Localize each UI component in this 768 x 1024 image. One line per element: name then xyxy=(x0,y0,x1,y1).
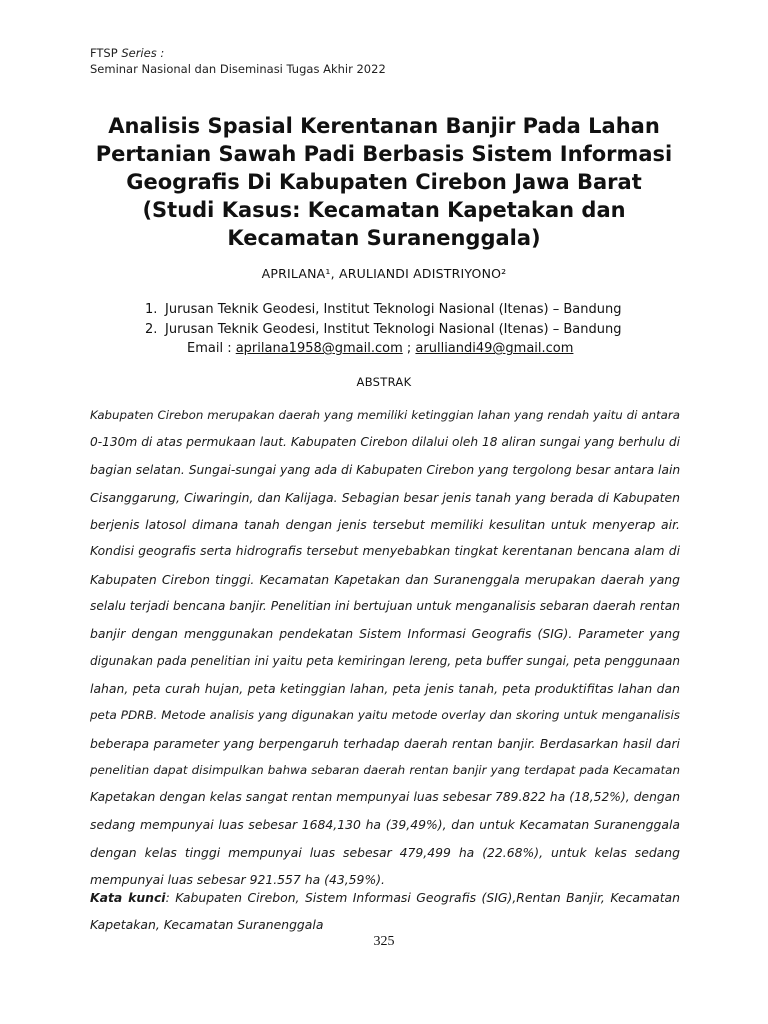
abstract-heading: ABSTRAK xyxy=(356,375,412,389)
seminar-name: Seminar Nasional dan Diseminasi Tugas Akhir 2022 xyxy=(90,62,386,76)
page-number: 325 xyxy=(373,934,395,949)
title-line: Analisis Spasial Kerentanan Banjir Pada Lahan xyxy=(108,114,660,138)
affiliation-item xyxy=(145,320,665,340)
email-line xyxy=(145,339,665,359)
author-list: APRILANA¹, ARULIANDI ADISTRIYONO² xyxy=(261,266,507,281)
email-label: Email : xyxy=(187,341,236,356)
affiliations xyxy=(145,300,665,359)
abstract-line: 0-130m di atas permukaan laut. Kabupaten Cirebon dilalui oleh 18 aliran sungai yang berhulu di xyxy=(90,435,680,450)
abstract-line: Kondisi geografis serta hidrografis tersebut menyebabkan tingkat kerentanan bencana alam di xyxy=(90,544,680,559)
title-line: Geografis Di Kabupaten Cirebon Jawa Barat xyxy=(126,170,642,194)
affiliation-text: Jurusan Teknik Geodesi, Institut Teknologi Nasional (Itenas) – Bandung xyxy=(165,302,622,317)
paper-title xyxy=(80,112,688,252)
abstract-line: Kabupaten Cirebon tinggi. Kecamatan Kapetakan dan Suranenggala merupakan daerah yang xyxy=(90,571,680,587)
affiliation-number: 1. xyxy=(145,302,158,317)
page-header xyxy=(90,45,386,77)
abstract-line: digunakan pada penelitian ini yaitu peta kemiringan lereng, peta buffer sungai, peta penggunaan xyxy=(90,653,680,668)
email-separator: ; xyxy=(402,341,416,356)
keywords-line xyxy=(90,884,680,911)
abstract-line: sedang mempunyai luas sebesar 1684,130 ha (39,49%), dan untuk Kecamatan Suranenggala xyxy=(90,817,680,833)
abstract-line: selalu terjadi bencana banjir. Penelitian ini bertujuan untuk menganalisis sebaran daerah rentan xyxy=(90,599,680,614)
keywords-text: : Kabupaten Cirebon, Sistem Informasi Geografis (SIG),Rentan Banjir, Kecamatan xyxy=(165,890,680,905)
abstract-line: Kapetakan dengan kelas sangat rentan mempunyai luas sebesar 789.822 ha (18,52%), dengan xyxy=(90,790,680,805)
title-line: Pertanian Sawah Padi Berbasis Sistem Informasi xyxy=(95,142,673,166)
series-line xyxy=(90,45,386,61)
abstract-line: mempunyai luas sebesar 921.557 ha (43,59%). xyxy=(90,872,385,888)
series-prefix: FTSP xyxy=(90,46,122,60)
affiliation-item xyxy=(145,300,665,320)
abstract-line: dengan kelas tinggi mempunyai luas sebesar 479,499 ha (22.68%), untuk kelas sedang xyxy=(90,844,680,860)
abstract-line: peta PDRB. Metode analisis yang digunakan yaitu metode overlay dan skoring untuk menganalisis xyxy=(90,708,680,723)
abstract-line: penelitian dapat disimpulkan bahwa sebaran daerah rentan banjir yang terdapat pada Kecamatan xyxy=(90,762,680,777)
abstract-line: banjir dengan menggunakan pendekatan Sistem Informasi Geografis (SIG). Parameter yang xyxy=(90,626,680,642)
keywords-line: Kapetakan, Kecamatan Suranenggala xyxy=(90,917,324,932)
abstract-line: berjenis latosol dimana tanah dengan jenis tersebut memiliki kesulitan untuk menyerap air. xyxy=(90,517,680,533)
keywords-label: Kata kunci xyxy=(90,890,166,905)
abstract-body xyxy=(90,402,680,893)
affiliation-number: 2. xyxy=(145,321,158,337)
abstract-line: Cisanggarung, Ciwaringin, dan Kalijaga. Sebagian besar jenis tanah yang berada di Kabupaten xyxy=(90,489,680,505)
series-name: Series : xyxy=(121,46,165,60)
title-line: (Studi Kasus: Kecamatan Kapetakan dan xyxy=(142,198,626,222)
email-link-1[interactable]: aprilana1958@gmail.com xyxy=(235,341,403,356)
abstract-line: lahan, peta curah hujan, peta ketinggian lahan, peta jenis tanah, peta produktifitas lahan dan xyxy=(90,680,680,696)
title-line: Kecamatan Suranenggala) xyxy=(227,226,541,250)
keywords-block xyxy=(90,884,680,938)
abstract-line: Kabupaten Cirebon merupakan daerah yang memiliki ketinggian lahan yang rendah yaitu di antara xyxy=(90,408,680,422)
abstract-line: bagian selatan. Sungai-sungai yang ada di Kabupaten Cirebon yang tergolong besar antara lain xyxy=(90,462,681,477)
affiliation-text: Jurusan Teknik Geodesi, Institut Teknologi Nasional (Itenas) – Bandung xyxy=(165,321,622,337)
abstract-line: beberapa parameter yang berpengaruh terhadap daerah rentan banjir. Berdasarkan hasil dari xyxy=(90,735,680,751)
email-link-2[interactable]: arulliandi49@gmail.com xyxy=(415,341,574,356)
